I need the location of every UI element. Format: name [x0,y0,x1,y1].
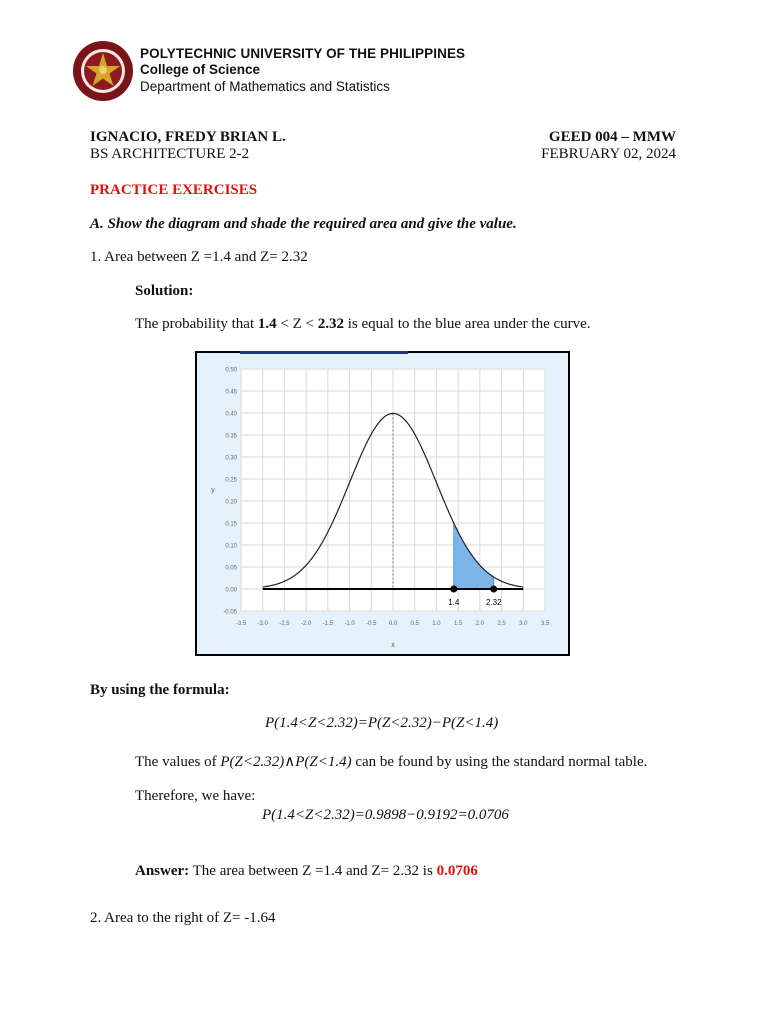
x-tick-label: -3.5 [235,621,247,627]
answer-text: The area between Z =1.4 and Z= 2.32 is [189,863,437,879]
prob-a: 1.4 [257,316,277,332]
therefore-text: Therefore, we have: [135,788,256,804]
boundary-point-label: 1.4 [448,598,460,607]
y-tick-label: 0.00 [225,587,237,594]
y-tick-label: 0.40 [225,411,237,418]
answer-label: Answer: [135,863,190,879]
y-tick-label: 0.05 [225,565,237,572]
x-tick-label: -1.5 [322,621,334,627]
x-tick-label: 3.0 [519,621,528,627]
y-tick-label: 0.10 [225,543,237,550]
y-axis-label: y [211,487,215,495]
submission-date: FEBRUARY 02, 2024 [541,146,676,162]
solution-label: Solution: [135,283,194,299]
values-math: P(Z<2.32)∧P(Z<1.4) [220,754,352,770]
x-tick-label: 0.0 [388,621,398,627]
prob-b: 2.32 [317,316,344,332]
prob-post: is equal to the blue area under the curve. [343,316,591,332]
answer-line [135,863,478,880]
student-name: IGNACIO, FREDY BRIAN L. [90,129,286,145]
values-sentence [135,752,647,771]
student-program: BS ARCHITECTURE 2-2 [90,146,250,162]
y-tick-label: 0.50 [225,367,237,374]
university-name: POLYTECHNIC UNIVERSITY OF THE PHILIPPINES [140,46,466,61]
department-name: Department of Mathematics and Statistics [140,79,390,94]
boundary-point [490,586,497,593]
x-tick-label: -1.0 [344,621,355,627]
y-tick-label: -0.05 [223,609,237,616]
values-pre: The values of [135,754,221,770]
x-tick-label: 1.5 [453,621,463,627]
problem-2-statement: 2. Area to the right of Z= -1.64 [90,910,276,926]
x-tick-label: 1.0 [432,621,441,627]
university-seal-logo [72,40,134,102]
answer-value: 0.0706 [436,863,478,879]
college-name: College of Science [140,62,261,77]
problem-1-statement: 1. Area between Z =1.4 and Z= 2.32 [90,249,308,265]
boundary-point [450,586,457,593]
y-tick-label: 0.35 [225,433,237,440]
boundary-point-label: 2.32 [485,598,502,607]
section-title: PRACTICE EXERCISES [90,182,258,198]
formula-label: By using the formula: [90,682,230,698]
y-tick-label: 0.15 [225,521,237,528]
y-tick-label: 0.20 [225,499,237,506]
formula: P(1.4<Z<2.32)=P(Z<2.32)−P(Z<1.4) [265,715,499,731]
x-tick-label: 2.5 [497,621,506,627]
x-axis-label: x [391,642,395,649]
y-tick-label: 0.30 [225,455,237,462]
values-post: can be found by using the standard normal table. [351,754,648,770]
x-tick-label: 2.0 [475,621,485,627]
y-tick-label: 0.45 [225,389,237,396]
x-tick-label: 3.5 [540,621,550,627]
x-tick-label: -2.5 [279,621,290,627]
x-tick-label: -0.5 [366,621,377,627]
prob-mid: < Z < [276,316,318,332]
normal-curve-plot [197,353,568,654]
computation: P(1.4<Z<2.32)=0.9898−0.9192=0.0706 [262,807,509,823]
instruction: A. Show the diagram and shade the required area and give the value. [90,216,517,232]
x-tick-label: -3.0 [257,621,268,627]
course-code: GEED 004 – MMW [548,129,676,145]
prob-pre: The probability that [135,316,258,332]
probability-statement [135,316,591,333]
x-tick-label: -2.0 [300,621,312,627]
x-tick-label: 0.5 [410,621,419,627]
y-tick-label: 0.25 [225,477,237,484]
